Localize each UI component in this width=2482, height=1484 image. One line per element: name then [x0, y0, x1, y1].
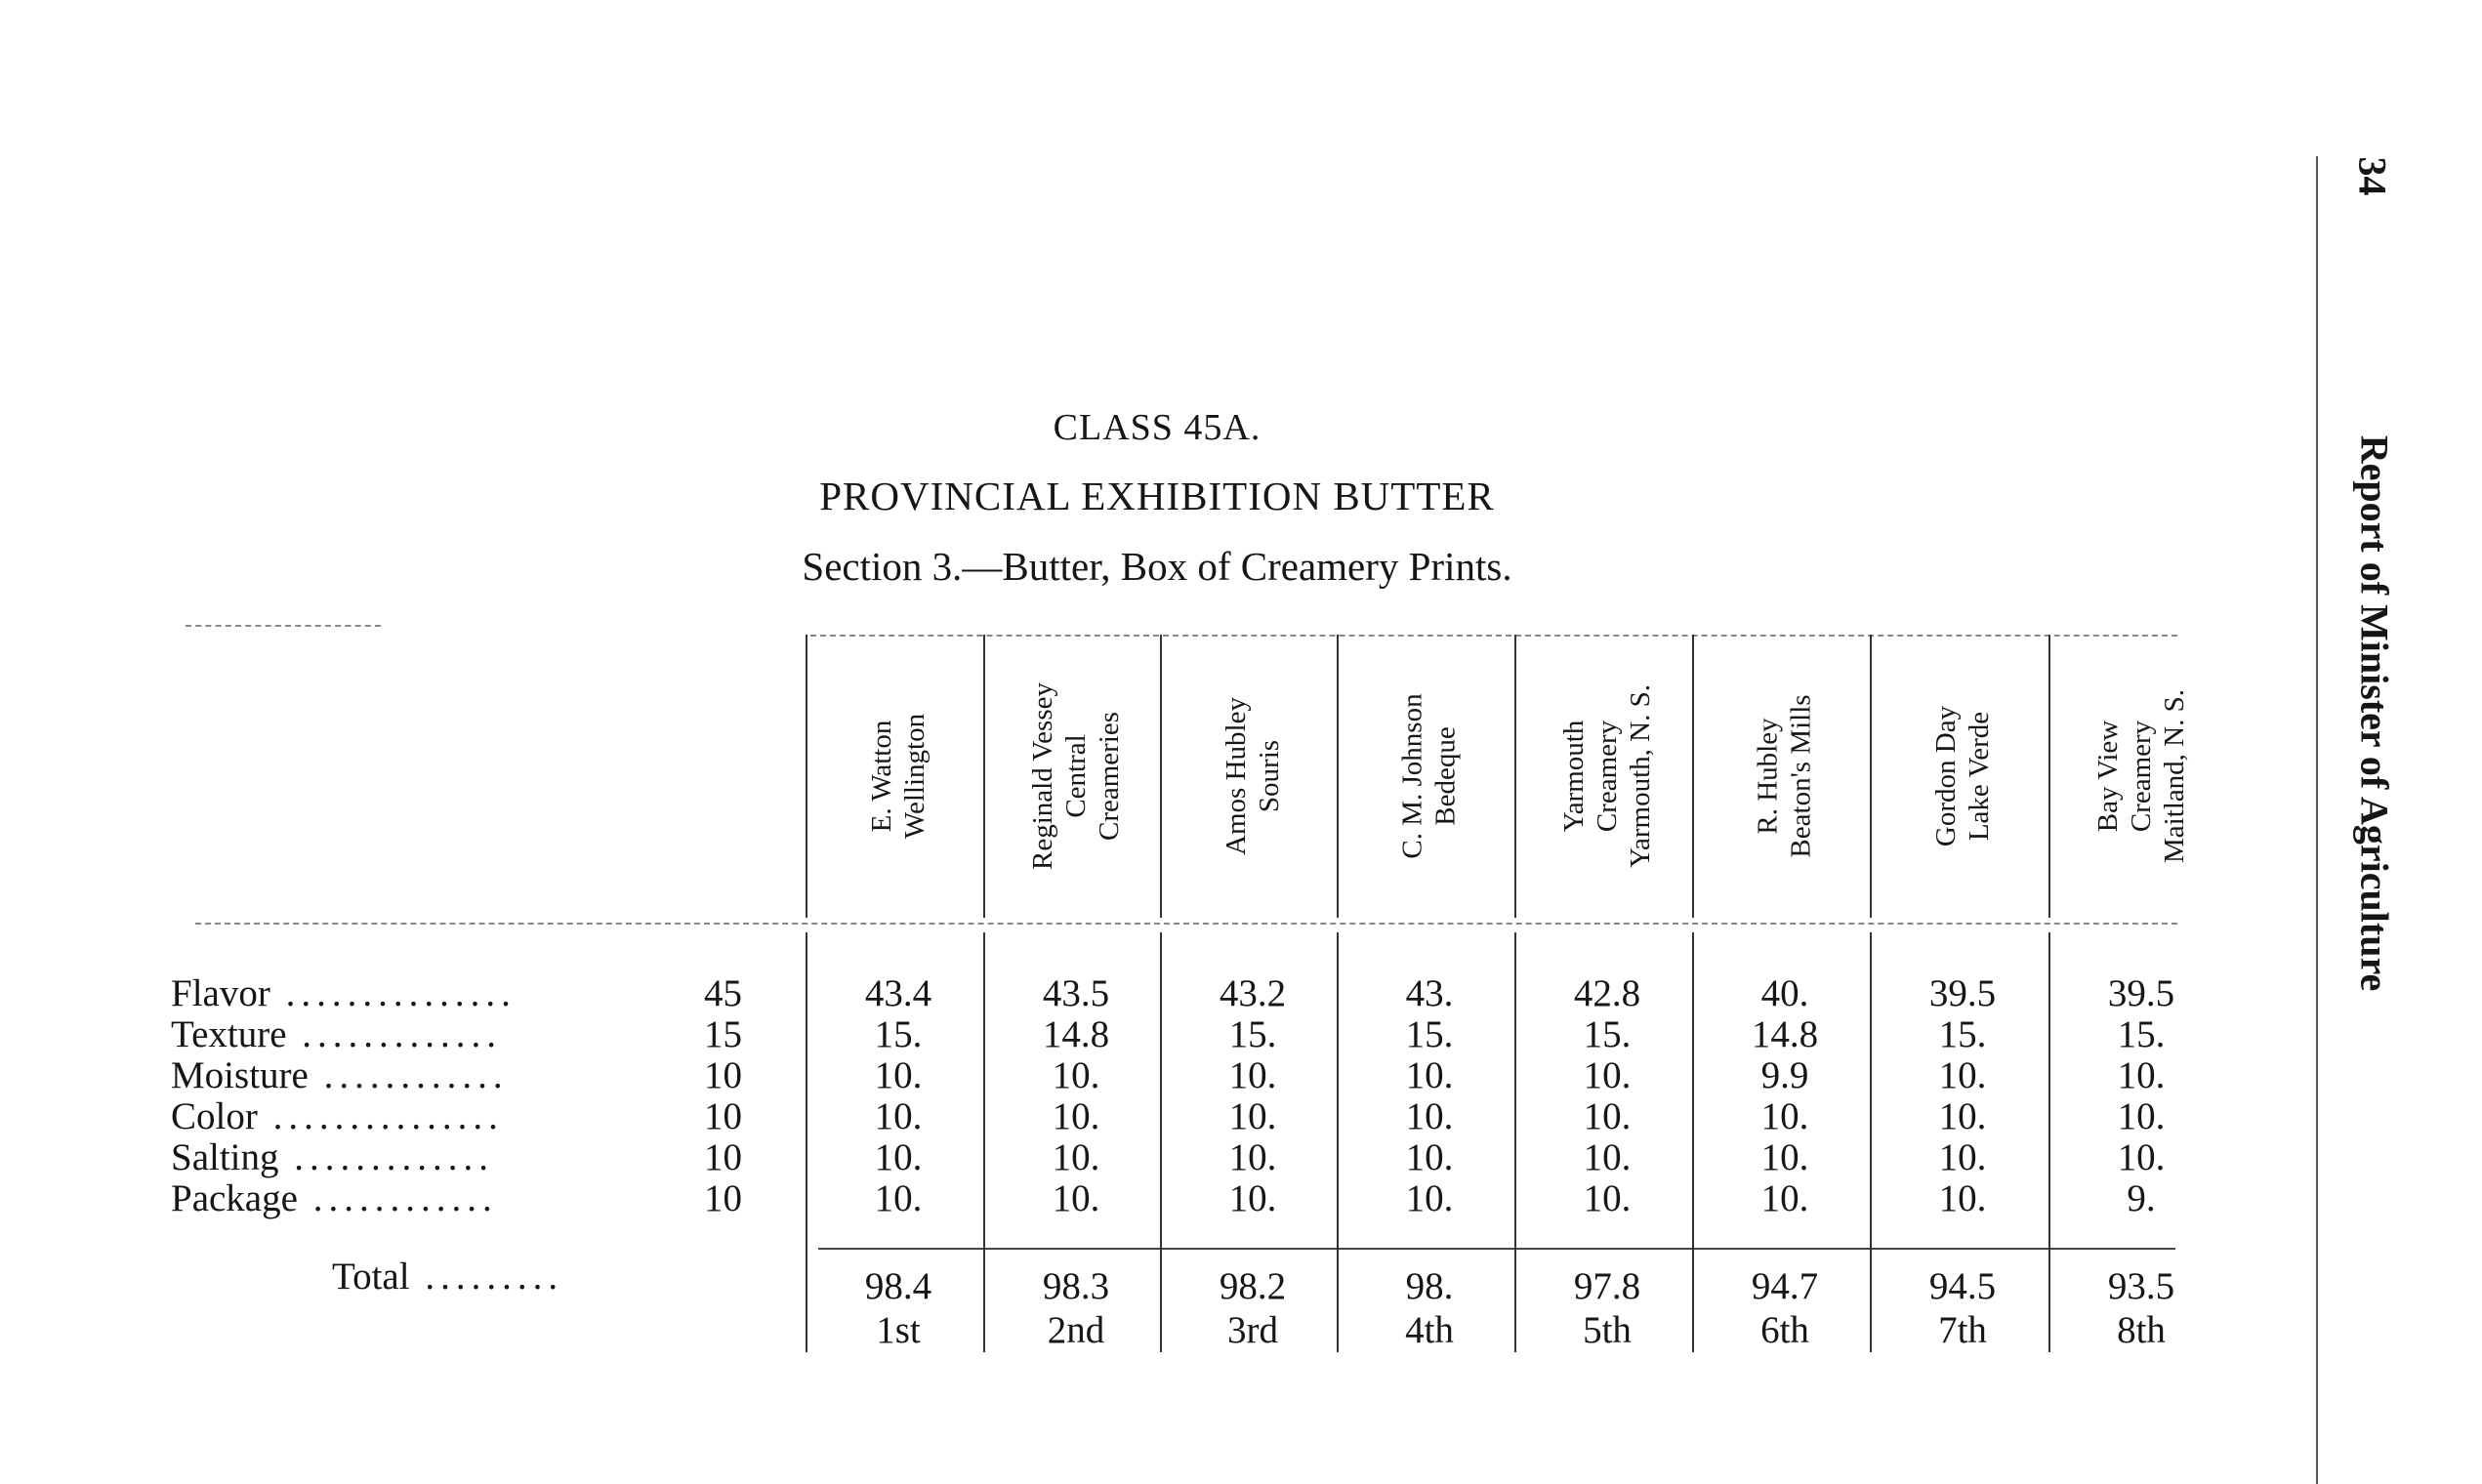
score-cell: 10. — [2117, 1136, 2166, 1178]
criterion-label — [171, 971, 747, 1015]
column-divider — [1514, 932, 1516, 1352]
score-cell: 14.8 — [1042, 1013, 1110, 1055]
exhibitor-name — [1752, 694, 1818, 857]
criterion-name: Salting — [171, 1136, 279, 1178]
placing-cell: 6th — [1760, 1309, 1809, 1351]
exhibitor-line: Yarmouth, N. S. — [1625, 683, 1657, 869]
score-cell: 15. — [1583, 1013, 1632, 1055]
score-cell: 10. — [1583, 1095, 1632, 1137]
leader-dots: ............. — [286, 1013, 503, 1055]
criterion-name: Moisture — [171, 1054, 309, 1096]
leader-dots: ......... — [409, 1256, 564, 1298]
exhibitor-line: R. Hubley — [1753, 718, 1784, 835]
column-divider — [1870, 932, 1872, 1352]
margin-rule — [2316, 156, 2318, 1484]
column-header — [1875, 635, 2050, 918]
score-cell: 10. — [1938, 1054, 1987, 1096]
score-cell: 9.9 — [1760, 1054, 1809, 1096]
total-cell: 94.7 — [1751, 1265, 1819, 1307]
score-cell: 15. — [1405, 1013, 1454, 1055]
score-cell: 10. — [1052, 1054, 1100, 1096]
exhibitor-line: Bedeque — [1429, 726, 1462, 826]
score-cell: 10. — [2117, 1095, 2166, 1137]
score-cell: 15. — [874, 1013, 923, 1055]
score-cell: 10. — [1405, 1054, 1454, 1096]
score-cell: 10. — [874, 1095, 923, 1137]
stub-top-rule — [186, 625, 381, 627]
exhibitor-line: E. Watton — [866, 720, 897, 833]
column-divider — [1160, 932, 1162, 1352]
placing-cell: 7th — [1938, 1309, 1987, 1351]
criterion-label — [171, 1012, 747, 1056]
score-cell: 43. — [1405, 972, 1454, 1014]
running-head: Report of Minister of Agriculture — [2352, 434, 2397, 991]
exhibitor-line: C. M. Johnson — [1396, 693, 1428, 859]
placing-cell: 5th — [1583, 1309, 1632, 1351]
section-title: Section 3.—Butter, Box of Creamery Prints. — [802, 544, 1512, 589]
score-cell: 15. — [2117, 1013, 2166, 1055]
leader-dots: ............. — [278, 1136, 495, 1178]
total-label — [332, 1255, 563, 1298]
exhibitor-line: Maitland, N. S. — [2159, 688, 2190, 864]
criterion-label — [171, 1053, 747, 1097]
column-header — [988, 635, 1164, 918]
score-cell: 10. — [1938, 1095, 1987, 1137]
total-cell: 93.5 — [2107, 1265, 2175, 1307]
total-cell: 97.8 — [1573, 1265, 1641, 1307]
column-divider — [2048, 635, 2050, 918]
score-cell: 10. — [874, 1054, 923, 1096]
score-cell: 10. — [1228, 1054, 1277, 1096]
class-title: CLASS 45A. — [1053, 407, 1262, 448]
placing-cell: 8th — [2117, 1309, 2166, 1351]
score-cell: 10. — [874, 1177, 923, 1219]
exhibitor-line: Amos Hubley — [1220, 697, 1252, 855]
column-divider — [1160, 635, 1162, 918]
score-cell: 39.5 — [2107, 972, 2175, 1014]
score-cell: 10. — [1405, 1095, 1454, 1137]
column-header — [1342, 635, 1517, 918]
exhibitor-line: Reginald Vessey — [1027, 682, 1059, 870]
column-divider — [983, 635, 985, 918]
score-cell: 43.4 — [864, 972, 932, 1014]
exhibitor-line: Central — [1060, 734, 1093, 818]
header-bottom-rule — [195, 923, 2177, 925]
score-cell: 9. — [2127, 1177, 2156, 1219]
score-cell: 10. — [1228, 1095, 1277, 1137]
score-cell: 10. — [1583, 1136, 1632, 1178]
column-divider — [806, 932, 807, 1352]
exhibitor-line: Beaton's Mills — [1786, 694, 1817, 858]
exhibitor-line: Yarmouth — [1558, 720, 1591, 833]
criterion-max: 15 — [704, 1013, 742, 1055]
criterion-name: Package — [171, 1177, 298, 1219]
score-cell: 10. — [1583, 1177, 1632, 1219]
column-divider — [1514, 635, 1516, 918]
leader-dots: ............ — [308, 1054, 509, 1096]
placing-cell: 3rd — [1227, 1309, 1278, 1351]
score-cell: 10. — [1760, 1095, 1809, 1137]
column-header — [1165, 635, 1341, 918]
score-cell: 10. — [1052, 1095, 1100, 1137]
exhibitor-line: Bay View — [2092, 720, 2124, 833]
column-header — [2053, 635, 2229, 918]
criterion-max: 45 — [704, 972, 742, 1014]
placing-cell: 4th — [1405, 1309, 1454, 1351]
exhibitor-line: Creameries — [1094, 711, 1126, 842]
exhibitor-line: Wellington — [899, 713, 931, 840]
total-rule — [818, 1248, 2175, 1250]
column-divider — [1692, 932, 1694, 1352]
exhibitor-name — [865, 714, 931, 839]
criterion-label — [171, 1176, 747, 1220]
score-cell: 10. — [874, 1136, 923, 1178]
score-cell: 15. — [1228, 1013, 1277, 1055]
total-cell: 98.2 — [1219, 1265, 1287, 1307]
score-cell: 10. — [1228, 1177, 1277, 1219]
column-divider — [1870, 635, 1872, 918]
column-header — [1697, 635, 1873, 918]
score-cell: 43.2 — [1219, 972, 1287, 1014]
score-cell: 10. — [1760, 1177, 1809, 1219]
total-cell: 98.3 — [1042, 1265, 1110, 1307]
score-cell: 15. — [1938, 1013, 1987, 1055]
placing-cell: 1st — [876, 1309, 921, 1351]
criterion-max: 10 — [704, 1177, 742, 1219]
leader-dots: ............... — [269, 972, 517, 1014]
column-divider — [1692, 635, 1694, 918]
column-divider — [983, 932, 985, 1352]
exhibitor-line: Souris — [1253, 739, 1285, 813]
score-cell: 40. — [1760, 972, 1809, 1014]
score-cell: 10. — [2117, 1054, 2166, 1096]
leader-dots: ............... — [257, 1095, 504, 1137]
score-cell: 10. — [1052, 1177, 1100, 1219]
column-header — [810, 635, 986, 918]
column-divider — [1337, 635, 1339, 918]
total-cell: 98.4 — [864, 1265, 932, 1307]
score-cell: 10. — [1583, 1054, 1632, 1096]
exhibitor-line: Gordon Day — [1929, 705, 1962, 847]
score-cell: 10. — [1228, 1136, 1277, 1178]
criterion-max: 10 — [704, 1054, 742, 1096]
criterion-label — [171, 1135, 747, 1179]
total-cell: 98. — [1405, 1265, 1454, 1307]
exhibitor-name — [1929, 706, 1996, 846]
score-cell: 10. — [1760, 1136, 1809, 1178]
score-cell: 39.5 — [1928, 972, 1997, 1014]
score-cell: 14.8 — [1751, 1013, 1819, 1055]
column-divider — [1337, 932, 1339, 1352]
criterion-max: 10 — [704, 1095, 742, 1137]
total-cell: 94.5 — [1928, 1265, 1997, 1307]
page-number: 34 — [2350, 156, 2395, 195]
leader-dots: ............ — [297, 1177, 498, 1219]
exhibitor-line: Lake Verde — [1963, 711, 1995, 842]
score-cell: 10. — [1405, 1177, 1454, 1219]
total-text: Total — [332, 1256, 410, 1298]
score-cell: 43.5 — [1042, 972, 1110, 1014]
exhibitor-name — [1026, 682, 1126, 870]
criterion-name: Texture — [171, 1013, 287, 1055]
score-cell: 10. — [1938, 1136, 1987, 1178]
placing-cell: 2nd — [1047, 1309, 1105, 1351]
criterion-label — [171, 1094, 747, 1138]
exhibitor-name — [1557, 684, 1657, 868]
column-divider — [806, 635, 807, 918]
exhibitor-line: Creamery — [1592, 720, 1624, 833]
criterion-name: Flavor — [171, 972, 270, 1014]
column-header — [1519, 635, 1695, 918]
score-cell: 42.8 — [1573, 972, 1641, 1014]
exhibitor-name — [1220, 697, 1286, 855]
column-divider — [2048, 932, 2050, 1352]
score-cell: 10. — [1405, 1136, 1454, 1178]
score-cell: 10. — [1938, 1177, 1987, 1219]
criterion-name: Color — [171, 1095, 258, 1137]
exhibitor-name — [1396, 693, 1463, 858]
score-cell: 10. — [1052, 1136, 1100, 1178]
exhibitor-name — [2091, 689, 2191, 863]
exhibitor-line: Creamery — [2126, 720, 2157, 833]
criterion-max: 10 — [704, 1136, 742, 1178]
exhibit-title: PROVINCIAL EXHIBITION BUTTER — [819, 474, 1495, 518]
